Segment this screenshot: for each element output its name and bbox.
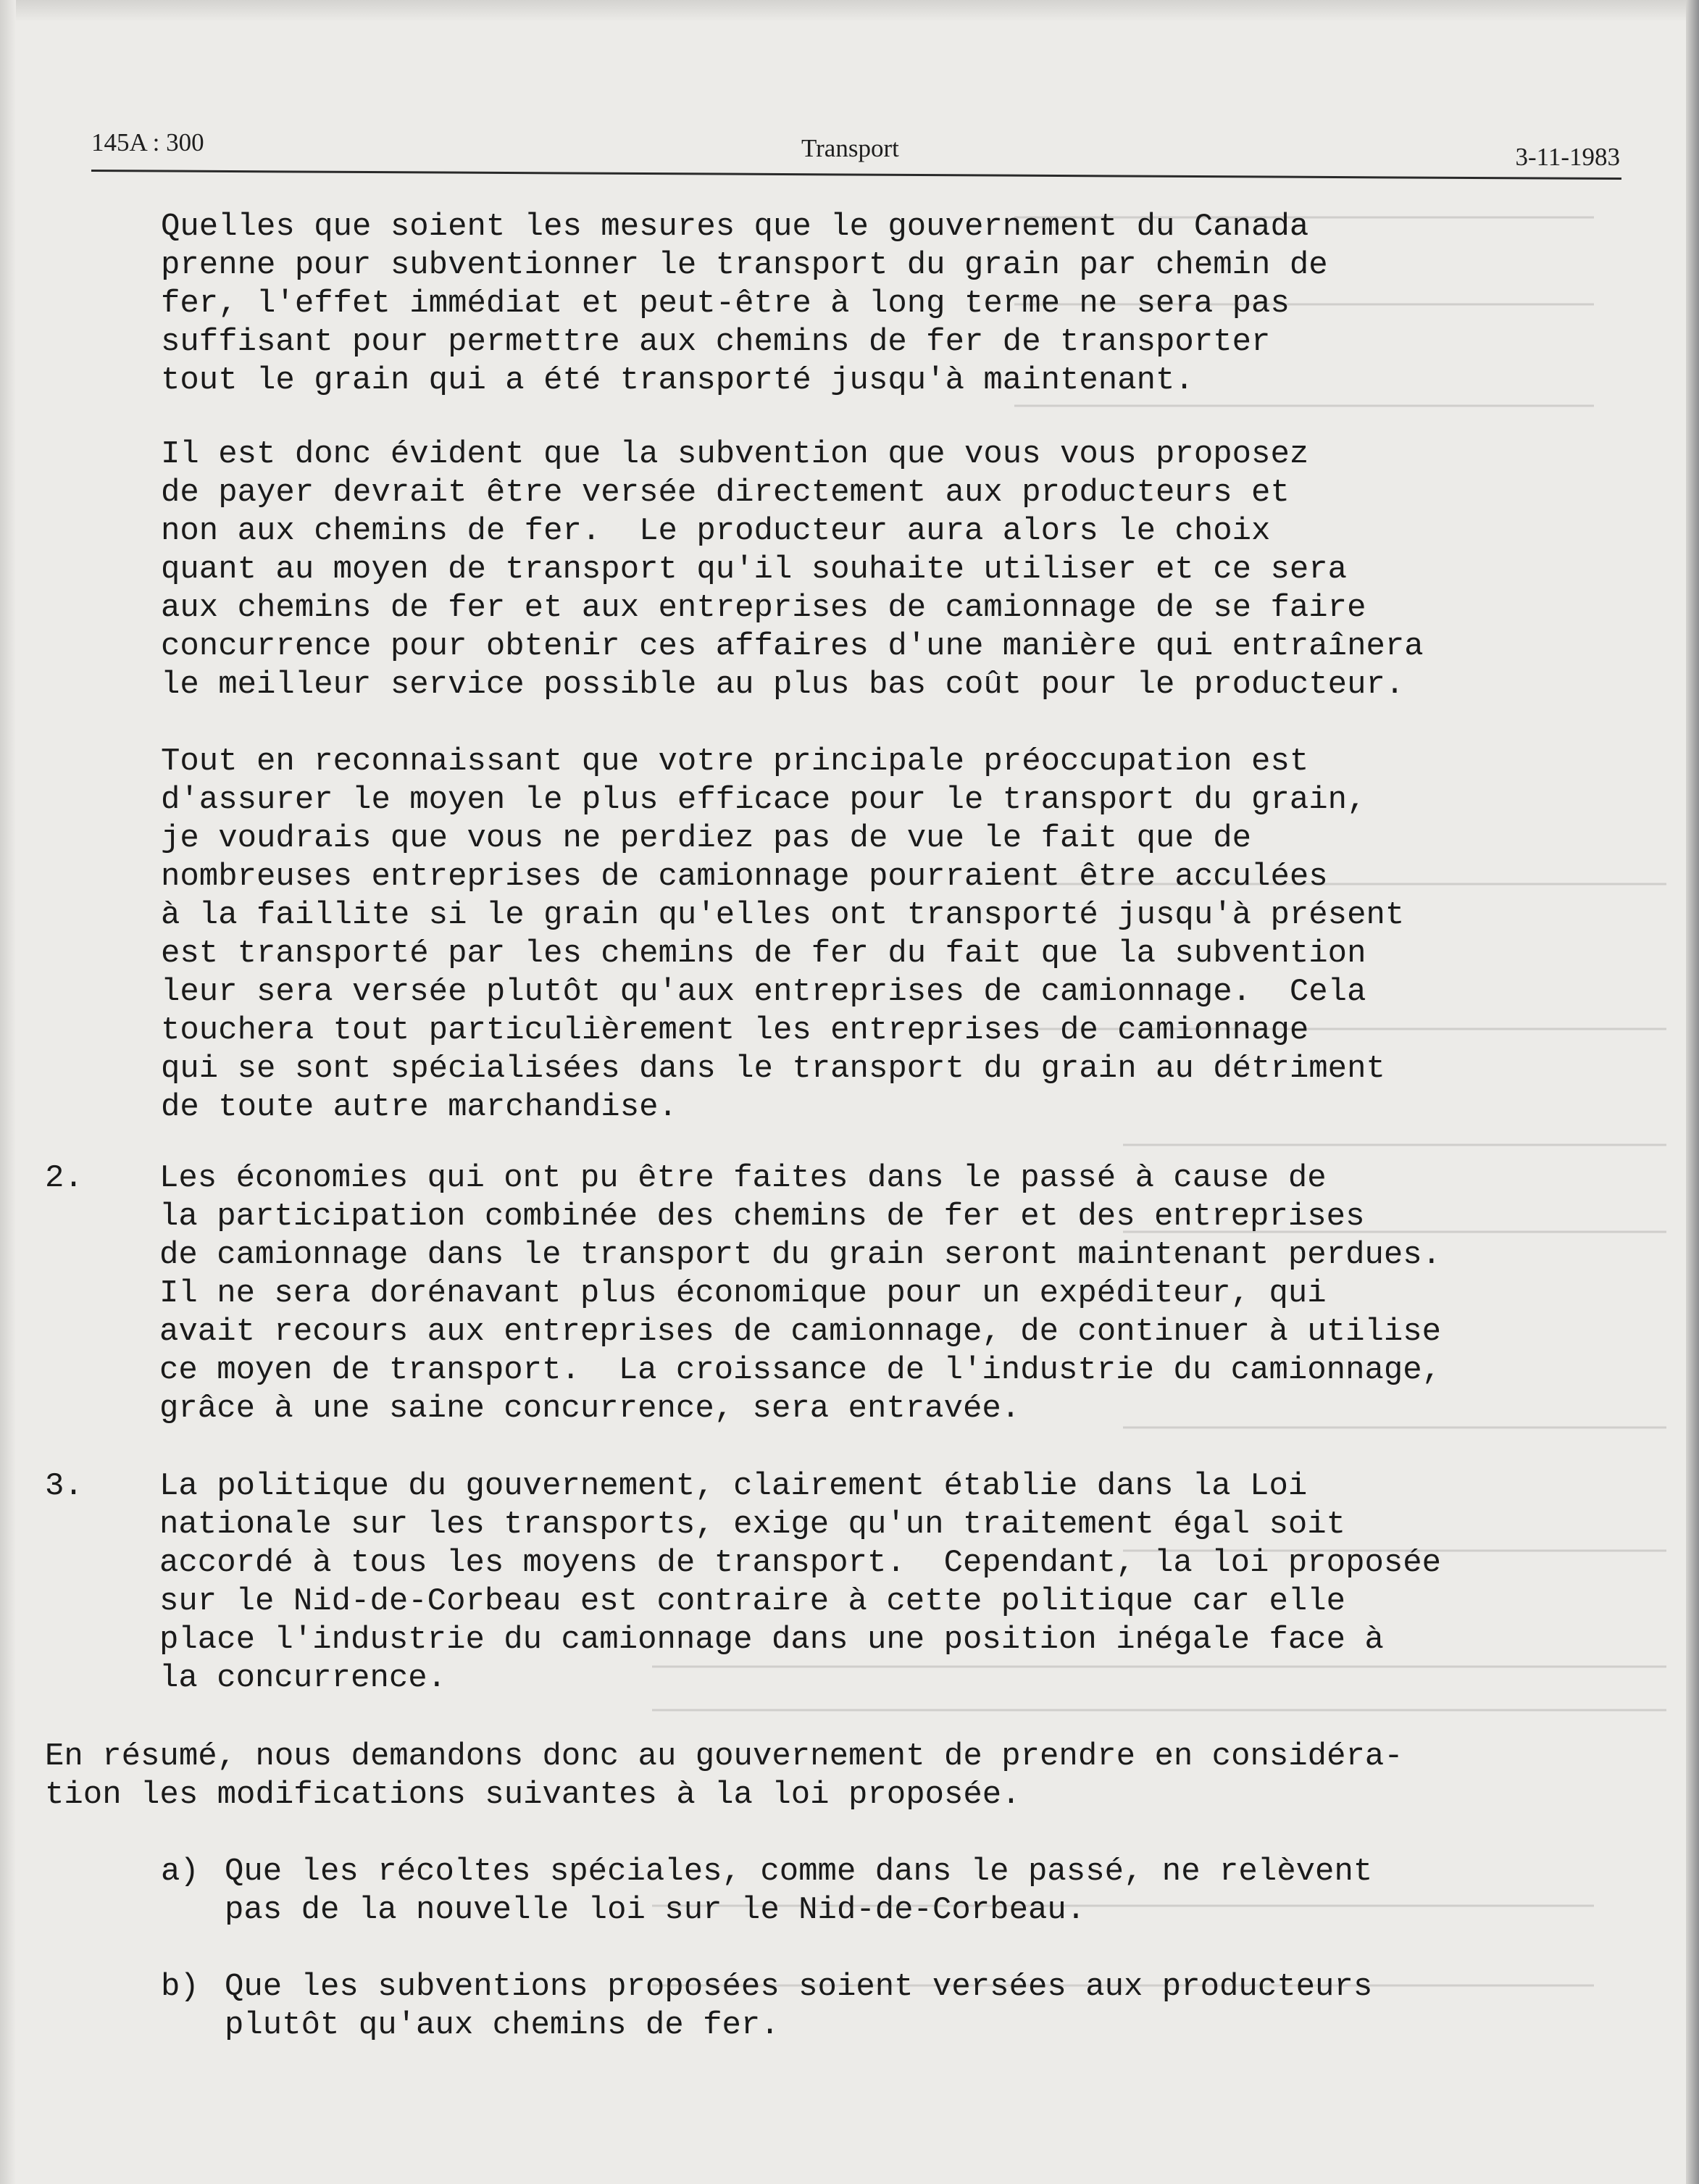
amendment-label: a) [161,1854,199,1890]
header-date: 3-11-1983 [1515,143,1620,171]
amendment-text: Que les subventions proposées soient versées aux producteurs plutôt qu'aux chemins de fer. [225,1969,1373,2043]
point-text: La politique du gouvernement, clairement établie dans la Loi nationale sur les transports, exige qu'un traitement égal soit accordé à tous les moyens de transport. Cependant, la loi proposée sur le Nid-de-Corbeau est contraire à cette politique car elle place l'industrie du camionnage dans une position inégale face à la concurrence. [159,1468,1442,1696]
section-title: Transport [801,134,899,162]
point-number: 3. [45,1468,83,1504]
point-text: Les économies qui ont pu être faites dans le passé à cause de la participation combinée des chemins de fer et des entreprises de camionnage dans le transport du grain seront maintenant perdues. Il ne sera dorénavant plus économique pour un expéditeur, qui avait recours aux entreprises de camionnage, de continuer à utilise ce moyen de transport. La croissance de l'industrie du camionnage, grâce à une saine concurrence, sera entravée. [159,1160,1442,1427]
amendment-label: b) [161,1969,199,2005]
subsidy-paragraph: Il est donc évident que la subvention que vous vous proposez de payer devrait être versée directement aux producteurs et non aux chemins de fer. Le producteur aura alors le choix quant au moyen de transport qu'il souhaite utiliser et ce sera aux chemins de fer et aux entreprises de camionnage de se faire concurrence pour obtenir ces affaires d'une manière qui entraînera le meilleur service possible au plus bas coût pour le producteur. [161,436,1424,703]
concern-paragraph: Tout en reconnaissant que votre principale préoccupation est d'assurer le moyen le plus efficace pour le transport du grain, je voudrais que vous ne perdiez pas de vue le fait que de nombreuses entreprises de camionnage pourraient être acculées à la faillite si le grain qu'elles ont transporté jusqu'à présent est transporté par les chemins de fer du fait que la subvention leur sera versée plutôt qu'aux entreprises de camionnage. Cela touchera tout particulièrement les entreprises de camionnage qui se sont spécialisées dans le transport du grain au détriment de toute autre marchandise. [161,743,1405,1125]
intro-paragraph: Quelles que soient les mesures que le gouvernement du Canada prenne pour subventionner le transport du grain par chemin de fer, l'effet immédiat et peut-être à long terme ne sera pas suffisant pour permettre aux chemins de fer de transporter tout le grain qui a été transporté jusqu'à maintenant. [161,209,1328,399]
amendment-text: Que les récoltes spéciales, comme dans le passé, ne relèvent pas de la nouvelle loi sur le Nid-de-Corbeau. [225,1854,1373,1928]
summary-paragraph: En résumé, nous demandons donc au gouvernement de prendre en considéra- tion les modifications suivantes à la loi proposée. [45,1738,1403,1813]
point-number: 2. [45,1160,83,1196]
page-reference: 145A : 300 [91,128,204,157]
